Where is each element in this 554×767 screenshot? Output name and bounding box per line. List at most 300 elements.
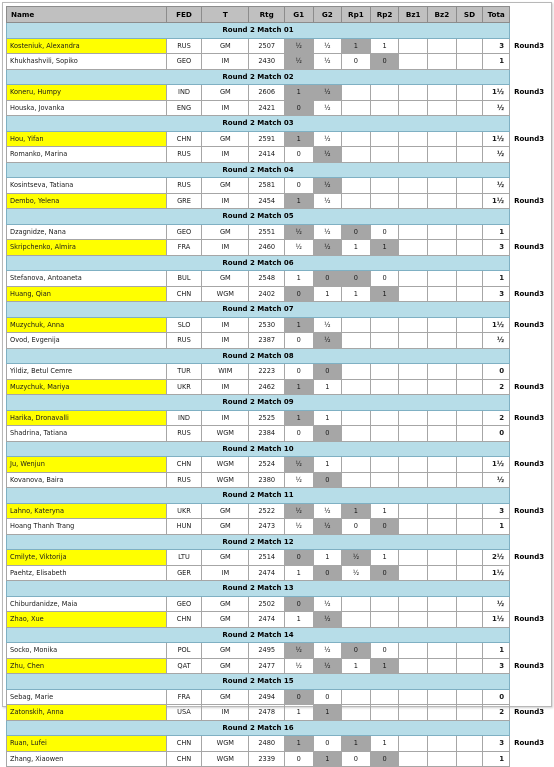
player-row [7, 705, 551, 721]
game-score [342, 705, 371, 721]
game-score: ½ [313, 38, 342, 54]
game-score: 0 [284, 364, 313, 380]
match-title: Round 2 Match 13 [7, 581, 510, 597]
game-score: 0 [313, 472, 342, 488]
game-score [456, 317, 483, 333]
game-score: 0 [313, 689, 342, 705]
match-header-row [7, 627, 551, 643]
game-score [399, 457, 428, 473]
game-score [456, 503, 483, 519]
advances-label: Round3 [514, 413, 545, 422]
player-row [7, 503, 551, 519]
player-row [7, 565, 551, 581]
advances-label: Round3 [514, 289, 545, 298]
game-score [456, 643, 483, 659]
match-header-row [7, 441, 551, 457]
game-score [428, 736, 457, 752]
player-federation: UKR [166, 379, 201, 395]
player-federation: SLO [166, 317, 201, 333]
player-total: 1½ [483, 457, 510, 473]
player-name: Harika, Dronavalli [7, 410, 167, 426]
game-score [428, 519, 457, 535]
player-total: 1 [483, 224, 510, 240]
game-score: ½ [313, 658, 342, 674]
game-score: ½ [284, 472, 313, 488]
match-header-row [7, 534, 551, 550]
game-score: 0 [284, 333, 313, 349]
game-score [456, 271, 483, 287]
row-spacer [510, 627, 551, 643]
player-title: IM [202, 193, 249, 209]
game-score [399, 38, 428, 54]
player-total: 2 [483, 379, 510, 395]
player-name: Hou, Yifan [7, 131, 167, 147]
game-score [428, 54, 457, 70]
game-score: ½ [342, 550, 371, 566]
header-spacer [510, 7, 551, 23]
player-row [7, 426, 551, 442]
spreadsheet [2, 2, 552, 763]
player-federation: USA [166, 705, 201, 721]
advances-label [510, 751, 551, 767]
player-rating: 2421 [249, 100, 285, 116]
player-row [7, 751, 551, 767]
game-score [370, 317, 399, 333]
player-federation: FRA [166, 240, 201, 256]
game-score [342, 333, 371, 349]
player-total: ½ [483, 333, 510, 349]
advances-label: Round3 [514, 88, 545, 97]
game-score: 1 [313, 286, 342, 302]
player-total: ½ [483, 147, 510, 163]
player-rating: 2524 [249, 457, 285, 473]
player-row [7, 54, 551, 70]
game-score: 0 [342, 54, 371, 70]
advances-label [510, 426, 551, 442]
game-score: 1 [342, 240, 371, 256]
advances-label [510, 565, 551, 581]
match-title: Round 2 Match 12 [7, 534, 510, 550]
game-score [342, 689, 371, 705]
advances-label [510, 271, 551, 287]
game-score [428, 85, 457, 101]
advances-label: Round3 [514, 615, 545, 624]
player-row [7, 519, 551, 535]
game-score [370, 131, 399, 147]
player-total: ½ [483, 100, 510, 116]
player-name: Sebag, Marie [7, 689, 167, 705]
game-score: ½ [284, 240, 313, 256]
game-score: ½ [313, 100, 342, 116]
game-score [399, 271, 428, 287]
advances-label: Round3 [514, 739, 545, 748]
game-score [428, 751, 457, 767]
match-header-row [7, 488, 551, 504]
player-total: 1 [483, 271, 510, 287]
match-title: Round 2 Match 06 [7, 255, 510, 271]
game-score [456, 519, 483, 535]
game-score: ½ [313, 54, 342, 70]
player-total: 0 [483, 426, 510, 442]
game-score [428, 178, 457, 194]
game-score: 1 [284, 410, 313, 426]
game-score [456, 565, 483, 581]
column-header-rtg: Rtg [249, 7, 285, 23]
game-score [428, 333, 457, 349]
game-score [428, 379, 457, 395]
player-federation: CHN [166, 736, 201, 752]
player-row [7, 38, 551, 54]
game-score [342, 379, 371, 395]
player-total: 3 [483, 736, 510, 752]
game-score: ½ [284, 38, 313, 54]
player-total: 2 [483, 410, 510, 426]
player-total: ½ [483, 178, 510, 194]
column-header-g1: G1 [284, 7, 313, 23]
game-score [428, 240, 457, 256]
game-score: 1 [284, 271, 313, 287]
game-score: 1 [284, 85, 313, 101]
game-score [342, 472, 371, 488]
player-name: Ju, Wenjun [7, 457, 167, 473]
match-header-row [7, 23, 551, 39]
player-federation: TUR [166, 364, 201, 380]
advances-label: Round3 [514, 243, 545, 252]
game-score [428, 38, 457, 54]
advances-label [510, 364, 551, 380]
game-score [456, 364, 483, 380]
game-score [399, 705, 428, 721]
game-score [456, 131, 483, 147]
player-title: GM [202, 38, 249, 54]
game-score [342, 364, 371, 380]
player-name: Huang, Qian [7, 286, 167, 302]
game-score [399, 379, 428, 395]
player-title: IM [202, 100, 249, 116]
player-rating: 2454 [249, 193, 285, 209]
player-title: GM [202, 271, 249, 287]
player-name: Ruan, Lufei [7, 736, 167, 752]
game-score [428, 193, 457, 209]
game-score [370, 410, 399, 426]
player-total: ½ [483, 472, 510, 488]
player-name: Dzagnidze, Nana [7, 224, 167, 240]
game-score [428, 550, 457, 566]
game-score [456, 596, 483, 612]
player-federation: CHN [166, 457, 201, 473]
game-score [370, 364, 399, 380]
game-score [428, 503, 457, 519]
game-score [399, 193, 428, 209]
game-score [370, 178, 399, 194]
player-name: Ovod, Evgenija [7, 333, 167, 349]
player-name: Yildiz, Betul Cemre [7, 364, 167, 380]
game-score [399, 364, 428, 380]
game-score: ½ [313, 147, 342, 163]
game-score [399, 240, 428, 256]
game-score: ½ [313, 131, 342, 147]
game-score [428, 596, 457, 612]
game-score [456, 178, 483, 194]
player-title: WGM [202, 751, 249, 767]
player-federation: QAT [166, 658, 201, 674]
match-header-row [7, 674, 551, 690]
game-score [456, 612, 483, 628]
player-rating: 2477 [249, 658, 285, 674]
row-spacer [510, 69, 551, 85]
game-score [342, 426, 371, 442]
player-rating: 2502 [249, 596, 285, 612]
game-score: ½ [284, 224, 313, 240]
player-row [7, 271, 551, 287]
player-total: 1 [483, 643, 510, 659]
advances-label: Round3 [514, 41, 545, 50]
player-title: GM [202, 503, 249, 519]
match-header-row [7, 581, 551, 597]
row-spacer [510, 720, 551, 736]
game-score: 1 [313, 705, 342, 721]
player-row [7, 193, 551, 209]
player-federation: GEO [166, 54, 201, 70]
game-score: 1 [284, 131, 313, 147]
player-name: Kosteniuk, Alexandra [7, 38, 167, 54]
game-score: 0 [342, 751, 371, 767]
player-row [7, 410, 551, 426]
advances-label [510, 54, 551, 70]
player-row [7, 550, 551, 566]
game-score: ½ [313, 317, 342, 333]
player-rating: 2530 [249, 317, 285, 333]
game-score [399, 100, 428, 116]
match-header-row [7, 162, 551, 178]
player-total: 3 [483, 38, 510, 54]
player-rating: 2402 [249, 286, 285, 302]
player-title: GM [202, 596, 249, 612]
match-title: Round 2 Match 11 [7, 488, 510, 504]
player-row [7, 317, 551, 333]
player-name: Zhao, Xue [7, 612, 167, 628]
row-spacer [510, 23, 551, 39]
game-score: ½ [284, 643, 313, 659]
column-header-bz1: Bz1 [399, 7, 428, 23]
player-row [7, 224, 551, 240]
player-rating: 2495 [249, 643, 285, 659]
game-score: 1 [370, 240, 399, 256]
player-title: IM [202, 379, 249, 395]
game-score: ½ [313, 333, 342, 349]
player-name: Houska, Jovanka [7, 100, 167, 116]
match-header-row [7, 302, 551, 318]
player-rating: 2380 [249, 472, 285, 488]
player-title: IM [202, 410, 249, 426]
game-score [399, 736, 428, 752]
game-score: 0 [370, 519, 399, 535]
table-body [7, 23, 551, 767]
row-spacer [510, 488, 551, 504]
column-header-tota: Tota [483, 7, 510, 23]
player-title: IM [202, 240, 249, 256]
game-score: 1 [370, 658, 399, 674]
player-title: IM [202, 54, 249, 70]
player-federation: BUL [166, 271, 201, 287]
player-total: 1½ [483, 131, 510, 147]
game-score: 1 [284, 705, 313, 721]
player-name: Kovanova, Baira [7, 472, 167, 488]
game-score [428, 565, 457, 581]
player-rating: 2474 [249, 612, 285, 628]
game-score: ½ [313, 85, 342, 101]
game-score [399, 503, 428, 519]
game-score [456, 85, 483, 101]
player-row [7, 472, 551, 488]
advances-label: Round3 [514, 553, 545, 562]
player-title: IM [202, 147, 249, 163]
match-title: Round 2 Match 16 [7, 720, 510, 736]
game-score [399, 472, 428, 488]
player-rating: 2591 [249, 131, 285, 147]
player-federation: CHN [166, 612, 201, 628]
player-row [7, 457, 551, 473]
player-federation: FRA [166, 689, 201, 705]
game-score: ½ [284, 54, 313, 70]
game-score [456, 54, 483, 70]
player-row [7, 131, 551, 147]
row-spacer [510, 534, 551, 550]
game-score: 1 [342, 38, 371, 54]
player-title: WGM [202, 736, 249, 752]
player-total: 3 [483, 286, 510, 302]
player-total: 1½ [483, 565, 510, 581]
column-header-rp2: Rp2 [370, 7, 399, 23]
game-score [428, 286, 457, 302]
player-title: IM [202, 705, 249, 721]
player-total: 1½ [483, 193, 510, 209]
player-federation: RUS [166, 178, 201, 194]
game-score: 1 [342, 736, 371, 752]
match-title: Round 2 Match 02 [7, 69, 510, 85]
game-score [428, 472, 457, 488]
player-federation: POL [166, 643, 201, 659]
row-spacer [510, 116, 551, 132]
game-score: 0 [284, 596, 313, 612]
player-federation: CHN [166, 286, 201, 302]
game-score: 0 [370, 271, 399, 287]
game-score [399, 643, 428, 659]
player-total: ½ [483, 596, 510, 612]
player-rating: 2474 [249, 565, 285, 581]
game-score [456, 100, 483, 116]
game-score [399, 131, 428, 147]
advances-label [510, 643, 551, 659]
game-score [370, 472, 399, 488]
match-title: Round 2 Match 14 [7, 627, 510, 643]
game-score: 0 [370, 565, 399, 581]
game-score [456, 457, 483, 473]
game-score: 0 [313, 565, 342, 581]
player-federation: UKR [166, 503, 201, 519]
player-name: Romanko, Marina [7, 147, 167, 163]
game-score [456, 333, 483, 349]
player-row [7, 658, 551, 674]
game-score [456, 705, 483, 721]
game-score: 0 [284, 286, 313, 302]
player-rating: 2514 [249, 550, 285, 566]
player-total: 2½ [483, 550, 510, 566]
game-score: 1 [313, 550, 342, 566]
game-score [399, 410, 428, 426]
player-name: Muzychuk, Mariya [7, 379, 167, 395]
game-score [399, 317, 428, 333]
game-score [456, 689, 483, 705]
column-header-sd: SD [456, 7, 483, 23]
player-federation: RUS [166, 333, 201, 349]
player-rating: 2414 [249, 147, 285, 163]
match-title: Round 2 Match 15 [7, 674, 510, 690]
game-score [428, 100, 457, 116]
column-header-t: T [202, 7, 249, 23]
game-score: 0 [284, 550, 313, 566]
game-score: ½ [313, 240, 342, 256]
advances-label: Round3 [514, 320, 545, 329]
game-score [399, 178, 428, 194]
player-name: Khukhashvili, Sopiko [7, 54, 167, 70]
game-score: 1 [342, 503, 371, 519]
game-score: ½ [313, 612, 342, 628]
player-title: GM [202, 643, 249, 659]
game-score [428, 689, 457, 705]
game-score: ½ [313, 519, 342, 535]
game-score: ½ [313, 224, 342, 240]
game-score [456, 736, 483, 752]
row-spacer [510, 162, 551, 178]
game-score [428, 147, 457, 163]
player-rating: 2478 [249, 705, 285, 721]
advances-label: Round3 [514, 196, 545, 205]
match-title: Round 2 Match 10 [7, 441, 510, 457]
game-score [456, 38, 483, 54]
player-title: GM [202, 131, 249, 147]
player-name: Skripchenko, Almira [7, 240, 167, 256]
game-score [399, 147, 428, 163]
player-row [7, 286, 551, 302]
game-score: 0 [313, 271, 342, 287]
player-title: GM [202, 689, 249, 705]
row-spacer [510, 348, 551, 364]
match-header-row [7, 720, 551, 736]
game-score: 0 [342, 519, 371, 535]
match-header-row [7, 348, 551, 364]
player-total: 3 [483, 240, 510, 256]
player-title: GM [202, 519, 249, 535]
player-total: 3 [483, 658, 510, 674]
player-federation: RUS [166, 38, 201, 54]
match-title: Round 2 Match 01 [7, 23, 510, 39]
row-spacer [510, 302, 551, 318]
game-score: ½ [284, 519, 313, 535]
advances-label: Round3 [514, 506, 545, 515]
player-title: IM [202, 317, 249, 333]
column-header-rp1: Rp1 [342, 7, 371, 23]
game-score [428, 612, 457, 628]
player-title: GM [202, 178, 249, 194]
game-score: 1 [313, 379, 342, 395]
game-score [342, 457, 371, 473]
player-rating: 2551 [249, 224, 285, 240]
player-federation: GEO [166, 224, 201, 240]
advances-label [510, 596, 551, 612]
player-name: Stefanova, Antoaneta [7, 271, 167, 287]
player-federation: GRE [166, 193, 201, 209]
